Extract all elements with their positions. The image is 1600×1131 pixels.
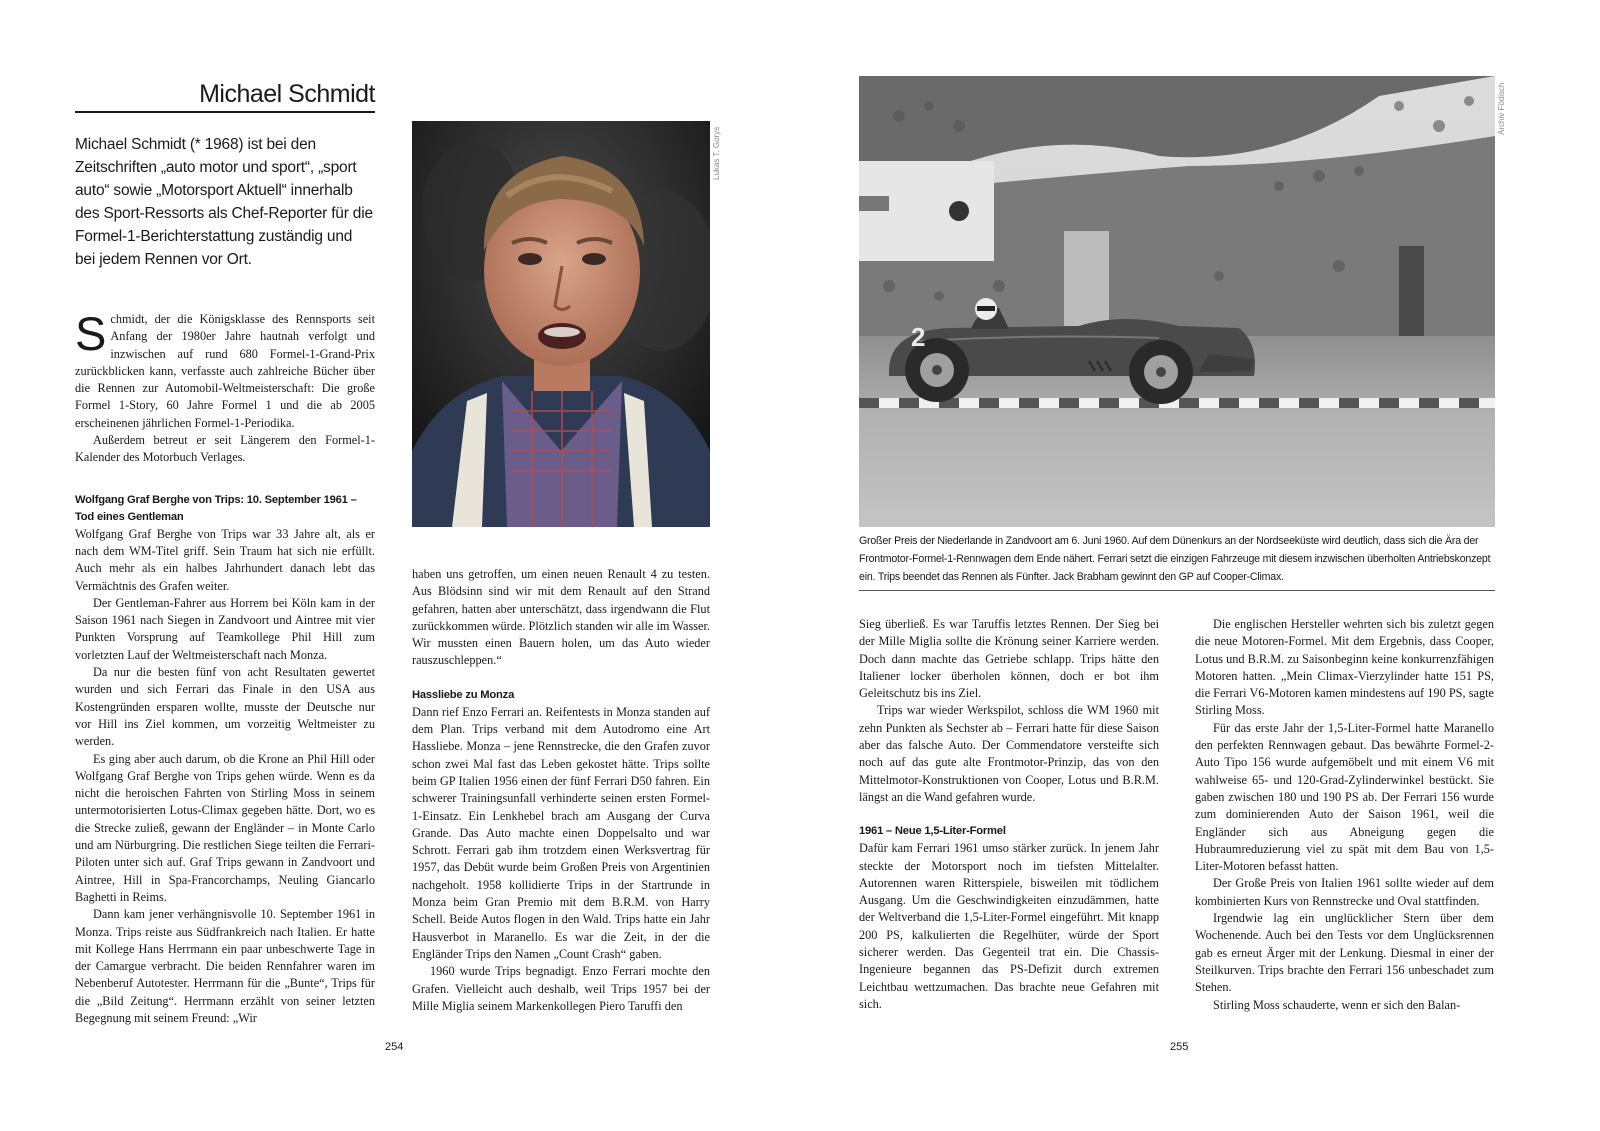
race-car-illustration <box>859 76 1495 527</box>
paragraph: Dann rief Enzo Ferrari an. Reifentests in Monza standen auf dem Plan. Trips verband mit dem Autodromo eine Art Hassliebe. Monza – jene Rennstrecke, die den Grafen zuvor schon zwei Mal fast das Leben gekostet hätte. Trips sollte beim GP Italien 1956 einen der fünf Ferrari D50 fahren. Ein schwerer Trainingsunfall verhinderte seinen ersten Formel-1-Einsatz. Ein Lenkhebel brach am Ausgang der Curva Grande. Das Auto machte einen Doppelsalto und war Schrott. Ferrari gab ihm trotzdem einen Werksvertrag für 1957, das Debüt wurde beim Großen Preis von Argentinien nachgeholt. 1958 kollidierte Trips in der Startrunde in Monza beim Gran Premio mit dem B.R.M. von Harry Schell. Beide Autos flogen in den Wald. Trips hatte ein Jahr Hausverbot in Maranello. Es war die Zeit, in der die Engländer Trips den Namen „Count Crash“ gaben. <box>412 704 710 961</box>
caption-rule <box>859 590 1495 591</box>
paragraph: Sieg überließ. Es war Taruffis letztes Rennen. Der Sieg bei der Mille Miglia sollte die Krönung seiner Karriere werden. Doch dann machte das Getriebe schlapp. Trips hätte den Italiener locker überholen können, doch er bot ihm Geleitschutz bis ins Ziel. <box>859 617 1159 701</box>
page-title: Michael Schmidt <box>199 80 375 108</box>
section-heading: Wolfgang Graf Berghe von Trips: 10. September 1961 – Tod eines Gentleman <box>75 493 357 523</box>
paragraph: Schmidt, der die Königsklasse des Rennsports seit Anfang der 1980er Jahre hautnah verfolgt und inzwischen auf rund 680 Formel-1-Grand-Prix zurückblicken kann, verfasste auch zahlreiche Bücher über die Rennen zur Automobil-Weltmeisterschaft: Die große Formel 1-Story, 60 Jahre Formel 1 und die ab 2005 erscheinenen jährlichen Formel-1-Periodika. <box>75 307 375 430</box>
portrait-photo <box>412 121 710 527</box>
photo-caption: Großer Preis der Niederlande in Zandvoort am 6. Juni 1960. Auf dem Dünenkurs an der Nordseeküste wird deutlich, dass sich die Ära der Frontmotor-Formel-1-Rennwagen dem Ende nähert. Ferrari setzt die einzigen Fahrzeuge mit diesem inzwischen überholten Antriebskonzept ein. Trips beendet das Rennen als Fünfter. Jack Brabham gewinnt den GP auf Cooper-Climax. <box>859 535 1491 583</box>
section-heading: Hassliebe zu Monza <box>412 688 515 701</box>
title-rule <box>75 111 375 113</box>
paragraph: Die englischen Hersteller wehrten sich bis zuletzt gegen die neue Motoren-Formel. Mit dem Ergebnis, dass Cooper, Lotus und B.R.M. zu Saisonbeginn keine konkurrenzfähigen Motoren hatten. „Mein Climax-Vierzylinder hatte 151 PS, die Ferrari V6-Motoren kamen mindestens auf 190 PS, sagte Stirling Moss. <box>1195 617 1494 718</box>
text-column-1 <box>75 307 375 1027</box>
section-heading: 1961 – Neue 1,5-Liter-Formel <box>859 825 1006 838</box>
paragraph: Dann kam jener verhängnisvolle 10. September 1961 in Monza. Trips reiste aus Südfrankreich nach Italien. Er hatte mit Kollege Hans Herrmann ein paar unbeschwerte Tage in der Camargue verbracht. Die beiden Rennfahrer waren im Nebenberuf Autotester. Herrmann für die „Bunte“, Trips für die „Bild Zeitung“. Herrmann erzählt von seiner letzten Begegnung mit seinem Freund: „Wir <box>75 907 375 1025</box>
paragraph: Außerdem betreut er seit Längerem den Formel-1-Kalender des Motorbuch Verlages. <box>75 433 375 465</box>
paragraph: 1960 wurde Trips begnadigt. Enzo Ferrari mochte den Grafen. Vielleicht auch deshalb, weil Trips 1957 bei der Mille Miglia seinem Markenkollegen Piero Taruffi den <box>412 964 710 1013</box>
paragraph: Dafür kam Ferrari 1961 umso stärker zurück. In jenem Jahr steckte der Motorsport noch im tiefsten Mittelalter. Autorennen waren Ritterspiele, bisweilen mit tödlichem Ausgang. Um die Geschwindigkeiten einzudämmen, hatte der Weltverband die 1,5-Liter-Formel eingeführt. Mit knapp 200 PS, kalkulierten die Regelhüter, würde der Sport sicherer werden. Das Gegenteil trat ein. Die Chassis-Ingenieure begannen das PS-Defizit durch extremen Leichtbau wettzumachen. Das brachte neue Gefahren mit sich. <box>859 841 1159 1011</box>
page-number: 255 <box>1170 1041 1189 1053</box>
paragraph: Stirling Moss schauderte, wenn er sich den Balan- <box>1213 997 1461 1012</box>
paragraph: Wolfgang Graf Berghe von Trips war 33 Jahre alt, als er nach dem WM-Titel griff. Sein Traum hat sich nie erfüllt. Auch mehr als ein halbes Jahrhundert danach lebt das Vermächtnis des Grafen weiter. <box>75 526 375 593</box>
paragraph: Der Große Preis von Italien 1961 sollte wieder auf dem kombinierten Kurs von Rennstrecke und Oval stattfinden. <box>1195 876 1494 908</box>
photo-credit: Archiv Födisch <box>1497 82 1506 135</box>
text-column-3 <box>859 616 1159 1013</box>
page-number: 254 <box>385 1041 404 1053</box>
paragraph: Irgendwie lag ein unglücklicher Stern über dem Wochenende. Auch bei den Tests vor dem Unglücksrennen gab es erneut Ärger mit der Lenkung. Diesmal in einer der Steilkurven. Trips brachte den Ferrari 156 unbeschadet zum Stehen. <box>1195 911 1494 995</box>
paragraph: Da nur die besten fünf von acht Resultaten gewertet wurden und sich Ferrari das Finale in den USA aus Kostengründen ersparen wollte, musste der Deutsche nur vor Hill ins Ziel kommen, um vorzeitig Weltmeister zu werden. <box>75 665 375 749</box>
paragraph: Der Gentleman-Fahrer aus Horrem bei Köln kam in der Saison 1961 nach Siegen in Zandvoort und Aintree mit vier Punkten Vorsprung auf Teamkollege Phil Hill zum vorletzten Lauf der Weltmeisterschaft nach Monza. <box>75 595 375 662</box>
drop-cap: S <box>75 307 107 360</box>
paragraph: Für das erste Jahr der 1,5-Liter-Formel hatte Maranello den perfekten Rennwagen gebaut. Das bewährte Formel-2-Auto Tipo 156 wurde aufgemöbelt und mit einem V6 mit wahlweise 65- und 120-Grad-Zylinderwinkel bestückt. Sie gaben zwischen 180 und 190 PS ab. Der Ferrari 156 wurde zum dominierenden Auto der Saison 1961, weil die Engländer sich aus Abneigung gegen die Hubraumreduzierung viel zu spät mit dem Bau von 1,5-Liter-Motoren befasst hatten. <box>1195 720 1494 874</box>
photo-credit: Lukas T. Gorys <box>712 126 721 180</box>
text-column-2 <box>412 566 710 1015</box>
paragraph: Es ging aber auch darum, ob die Krone an Phil Hill oder Wolfgang Graf Berghe von Trips gehen würde. Wenn es da nicht die heroischen Fahrten von Stirling Moss in seinem untermotorisierten Lotus-Climax gegeben hätte. Dort, wo es die Strecke zuließ, gewann der Engländer – in Monte Carlo und am Nürburgring. Die restlichen Siege teilten die Ferrari-Piloten unter sich auf. Graf Trips gewann in Zandvoort und Aintree, Hill in Spa-Francorchamps, Neuling Giancarlo Baghetti in Reims. <box>75 751 375 904</box>
intro-text: Michael Schmidt (* 1968) ist bei den Zeitschriften „auto motor und sport“, „sport auto“ sowie „Motorsport Aktuell“ innerhalb des Sport-Ressorts als Chef-Reporter für die Formel-1-Berichterstattung zuständig und bei jedem Rennen vor Ort. <box>75 136 373 268</box>
paragraph: haben uns getroffen, um einen neuen Renault 4 zu testen. Aus Blödsinn sind wir mit dem Renault auf den Strand gefahren, hatten aber unterschätzt, dass irgendwann die Flut zurückkommen würde. Plötzlich standen wir alle im Wasser. Wir mussten einen Bauern holen, um das Auto wieder rauszuschleppen.“ <box>412 567 710 668</box>
text-column-4 <box>1195 616 1494 1014</box>
paragraph: Trips war wieder Werkspilot, schloss die WM 1960 mit zehn Punkten als Sechster ab – Ferrari hatte für diese Saison aber das falsche Auto. Der Commendatore versteifte sich noch auf das gute alte Frontmotor-Prinzip, das von den Mittelmotor-Konstruktionen von Cooper, Lotus und B.R.M. längst an die Wand gefahren wurde. <box>859 703 1159 804</box>
race-photo <box>859 76 1495 527</box>
car-number: 2 <box>911 322 926 352</box>
portrait-illustration <box>412 121 710 527</box>
